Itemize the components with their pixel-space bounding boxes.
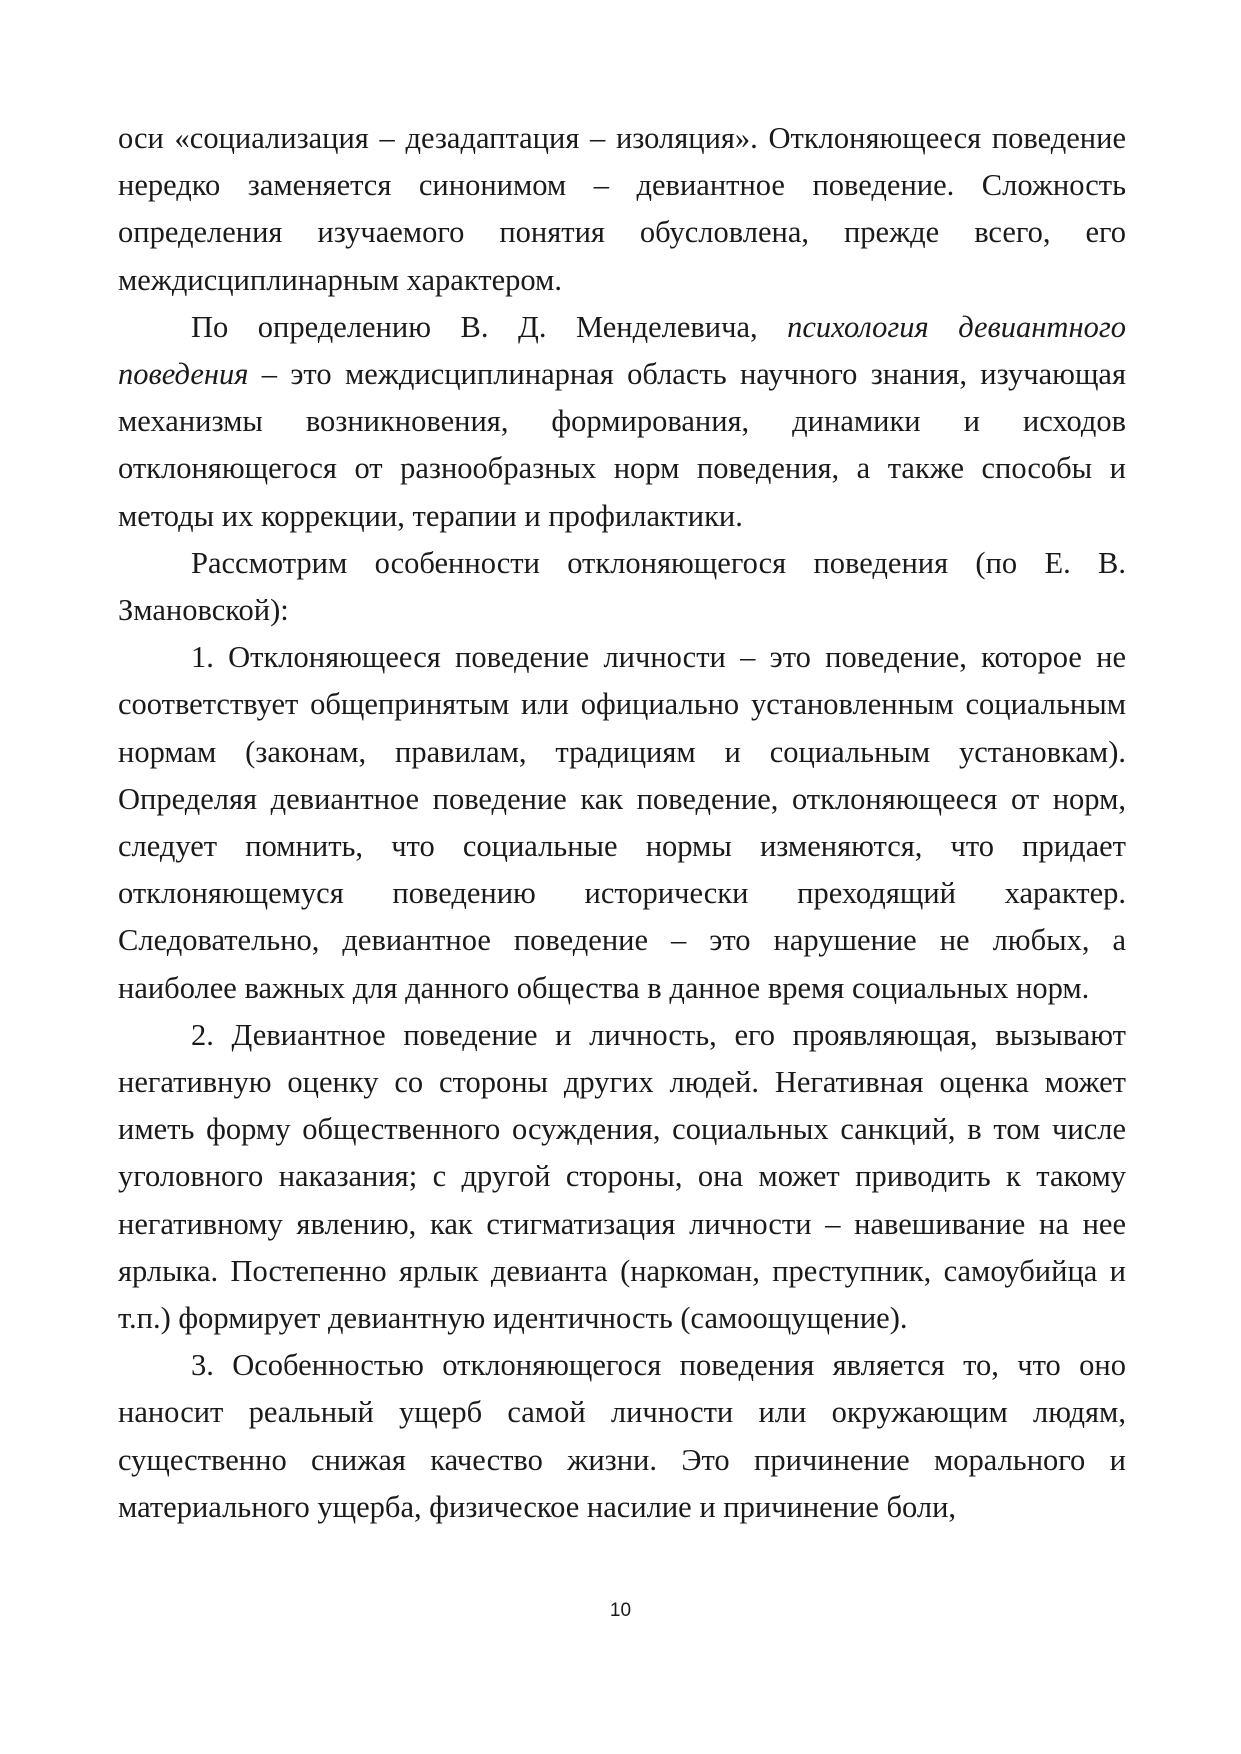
body-text — [118, 115, 1126, 1531]
paragraph-2-intro: По определению В. Д. Менделевича, — [191, 309, 788, 344]
paragraph-4: 1. Отклоняющееся поведение личности – это поведение, которое не соответствует общепринятым или официально установленным социальным нормам (законам, правилам, традициям и социальным установкам). Определяя девиантное поведение как поведение, отклоняющееся от норм, следует помнить, что социальные нормы изменяются, что придает отклоняющемуся поведению исторически преходящий характер. Следовательно, девиантное поведение – это нарушение не любых, а наиболее важных для данного общества в данное время социальных норм. — [118, 640, 1126, 1005]
paragraph-2-definition: – это междисциплинарная область научного знания, изучающая механизмы возникновения, формирования, динамики и исходов отклоняющегося от разнообразных норм поведения, а также способы и методы их коррекции, терапии и профилактики. — [118, 357, 1126, 533]
paragraph-1: оси «социализация – дезадаптация – изоляция». Отклоняющееся поведение нередко заменяется синонимом – девиантное поведение. Сложность определения изучаемого понятия обусловлена, прежде всего, его междисциплинарным характером. — [118, 121, 1126, 297]
defined-term: психология девиантного поведения — [118, 309, 1126, 392]
paragraph-5: 2. Девиантное поведение и личность, его проявляющая, вызывают негативную оценку со стороны других людей. Негативная оценка может иметь форму общественного осуждения, социальных санкций, в том числе уголовного наказания; с другой стороны, она может приводить к такому негативному явлению, как стигматизация личности – навешивание на нее ярлыка. Постепенно ярлык девианта (наркоман, преступник, самоубийца и т.п.) формирует девиантную идентичность (самоощущение). — [118, 1017, 1126, 1336]
page-number: 10 — [609, 1600, 632, 1621]
paragraph-3: Рассмотрим особенности отклоняющегося поведения (по Е. В. Змановской): — [118, 545, 1126, 628]
paragraph-2 — [118, 304, 1126, 540]
paragraph-6: 3. Особенностью отклоняющегося поведения является то, что оно наносит реальный ущерб самой личности или окружающим людям, существенно снижая качество жизни. Это причинение морального и материального ущерба, физическое насилие и причинение боли, — [118, 1348, 1126, 1524]
